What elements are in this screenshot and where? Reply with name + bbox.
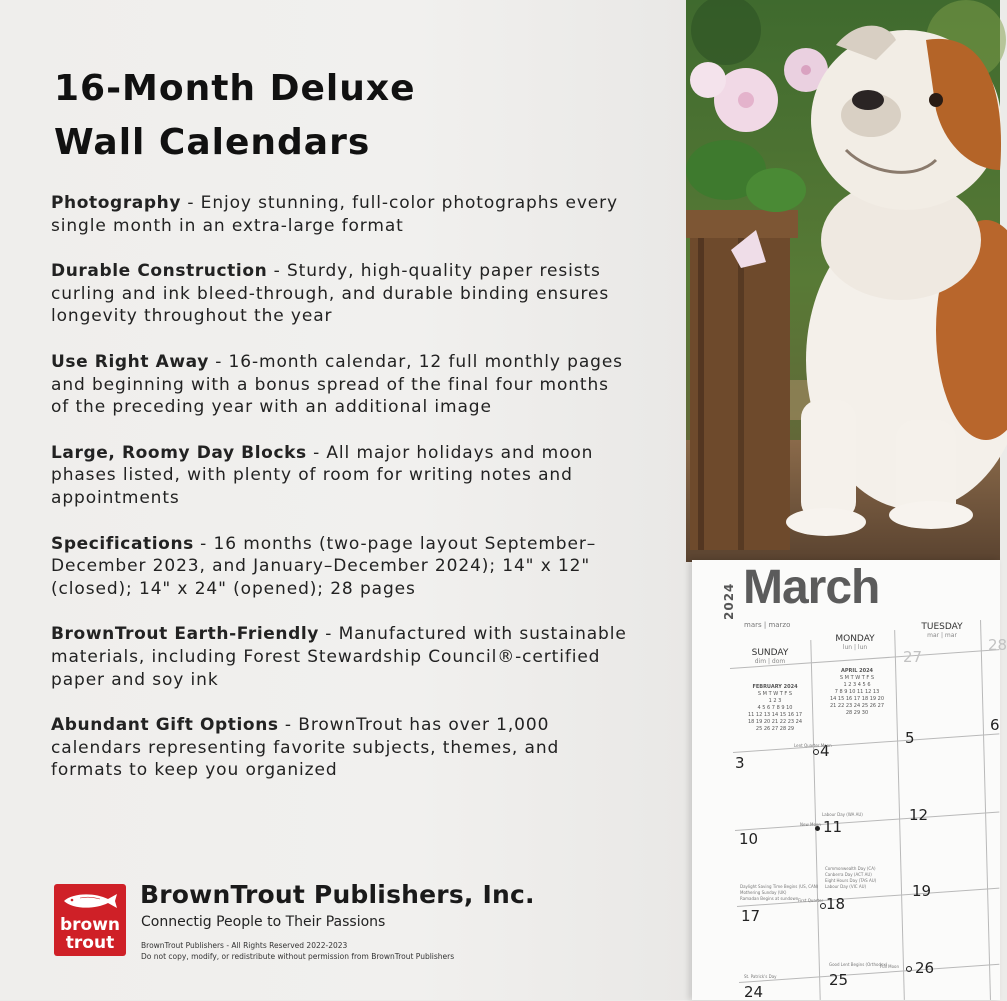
- company-tagline: Connectig People to Their Passions: [141, 914, 386, 930]
- note-moon-phase: First Quarter: [798, 898, 824, 903]
- mini-row: 1 2 3 4 5 6: [843, 682, 871, 688]
- note-holiday: St. Patrick's Day: [744, 974, 777, 979]
- feature-text: - BrownTrout has over 1,000 calendars representing favorite subjects, themes, and formats to keep you organized: [51, 715, 560, 781]
- mini-weekdays: S M T W T F S: [839, 675, 875, 681]
- day-18: 18: [826, 895, 846, 913]
- day-17: 17: [741, 907, 761, 925]
- headline-line-1: 16-Month Deluxe: [54, 68, 416, 109]
- mini-row: 4 5 6 7 8 9 10: [757, 705, 793, 711]
- note-moon-phase: Lent Quarter Moon: [794, 743, 832, 748]
- feature-day-blocks: [51, 442, 631, 510]
- mini-row: 1 2 3: [768, 698, 782, 704]
- browntrout-logo: [54, 884, 126, 956]
- note-holiday: Canberra Day (ACT AU): [825, 872, 872, 877]
- mini-row: 11 12 13 14 15 16 17: [747, 712, 803, 718]
- logo-word-trout: trout: [65, 933, 115, 953]
- feature-text: - Enjoy stunning, full-color photographs every single month in an extra-large format: [51, 193, 619, 236]
- feature-term: Durable Construction: [51, 261, 268, 282]
- calendar-month-name: March: [743, 561, 880, 614]
- mini-title: FEBRUARY 2024: [752, 684, 798, 690]
- note-holiday: Eight Hours Day (TAS AU): [825, 878, 877, 883]
- bulldog-image: [686, 0, 1000, 562]
- day-6: 6: [990, 716, 1000, 734]
- feature-durable-construction: [51, 260, 631, 328]
- note-moon-phase: Full Moon: [880, 964, 899, 969]
- mini-row: 14 15 16 17 18 19 20: [829, 696, 885, 702]
- day-24: 24: [744, 983, 764, 1001]
- day-name: SUNDAY: [751, 648, 789, 658]
- day-26: 26: [915, 959, 935, 977]
- day-10: 10: [739, 830, 759, 848]
- feature-text: - 16-month calendar, 12 full monthly pages and beginning with a bonus spread of the final four months of the preceding year with an additional image: [51, 351, 623, 418]
- feature-term: Large, Roomy Day Blocks: [51, 442, 307, 463]
- note-holiday: Mothering Sunday (UK): [740, 890, 787, 895]
- feature-term: BrownTrout Earth-Friendly: [51, 624, 319, 645]
- mini-row: 18 19 20 21 22 23 24: [747, 719, 803, 725]
- day-12: 12: [909, 806, 929, 824]
- day-25: 25: [829, 971, 849, 989]
- note-holiday: Commonwealth Day (CA): [825, 866, 876, 871]
- mini-title: APRIL 2024: [840, 668, 874, 674]
- calendar-month-translations: mars | marzo: [744, 621, 791, 629]
- mini-calendar-april: [822, 668, 892, 717]
- feature-use-right-away: [51, 351, 631, 419]
- feature-list: [51, 192, 631, 805]
- feature-text: - Sturdy, high-quality paper resists curling and ink bleed-through, and durable binding ensures longevity throughout the year: [51, 261, 610, 327]
- note-moon-phase: New Moon: [800, 822, 821, 827]
- feature-text: - Manufactured with sustainable materials, including Forest Stewardship Council®-certified paper and soy ink: [51, 624, 627, 690]
- day-name: TUESDAY: [921, 622, 963, 632]
- day-sub: dim | dom: [754, 658, 786, 665]
- feature-specifications: [51, 533, 631, 601]
- note-holiday: Labour Day (WA AU): [822, 812, 863, 817]
- note-holiday: Good Lent Begins (Orthodox): [829, 962, 888, 967]
- mini-row: 25 26 27 28 29: [755, 726, 795, 732]
- bulldog-photo: [686, 0, 1000, 562]
- feature-text: - 16 months (two-page layout September–December 2023, and January–December 2024); 14" x 12" (closed); 14" x 24" (opened); 28 pages: [51, 533, 597, 599]
- trout-icon: [60, 890, 120, 912]
- day-header-tuesday: [897, 622, 987, 639]
- feature-term: Specifications: [51, 533, 194, 554]
- feature-photography: [51, 192, 631, 237]
- mini-row: 21 22 23 24 25 26 27: [829, 703, 885, 709]
- mini-calendar-february: [740, 684, 810, 733]
- feature-term: Use Right Away: [51, 351, 209, 372]
- fine-print: [141, 940, 561, 962]
- feature-term: Photography: [51, 193, 182, 213]
- company-name: BrownTrout Publishers, Inc.: [140, 880, 535, 909]
- day-19: 19: [912, 882, 932, 900]
- day-5: 5: [905, 729, 915, 747]
- day-27: 27: [903, 648, 923, 666]
- note-holiday: Ramadan Begins at sundown: [740, 896, 799, 901]
- day-4: 4: [820, 742, 830, 760]
- rights-notice: BrownTrout Publishers - All Rights Reserved 2022-2023: [141, 941, 348, 950]
- logo-word-brown: brown: [59, 915, 121, 935]
- first-quarter-icon: [820, 903, 826, 909]
- moon-quarter-icon: [813, 749, 819, 755]
- note-holiday: Labour Day (VIC AU): [825, 884, 867, 889]
- day-sub: lun | lun: [842, 644, 868, 651]
- day-28: 28: [988, 636, 1007, 654]
- mini-row: 7 8 9 10 11 12 13: [834, 689, 880, 695]
- day-11: 11: [823, 818, 843, 836]
- headline: [54, 62, 654, 170]
- copy-notice: Do not copy, modify, or redistribute without permission from BrownTrout Publishers: [141, 952, 455, 961]
- feature-earth-friendly: [51, 623, 631, 691]
- mini-row: 28 29 30: [845, 710, 869, 716]
- day-name: MONDAY: [835, 634, 875, 644]
- full-moon-icon: [906, 966, 912, 972]
- calendar-year: 2024: [722, 582, 736, 620]
- headline-line-2: Wall Calendars: [54, 122, 371, 163]
- feature-gift-options: [51, 714, 631, 782]
- note-holiday: Daylight Saving Time Begins (US, CAN): [740, 884, 819, 889]
- mini-weekdays: S M T W T F S: [757, 691, 793, 697]
- day-sub: mar | mar: [927, 632, 957, 639]
- feature-term: Abundant Gift Options: [51, 715, 279, 736]
- day-header-monday: [810, 634, 900, 651]
- feature-text: - All major holidays and moon phases listed, with plenty of room for writing notes and appointments: [51, 442, 594, 508]
- day-3: 3: [735, 754, 745, 772]
